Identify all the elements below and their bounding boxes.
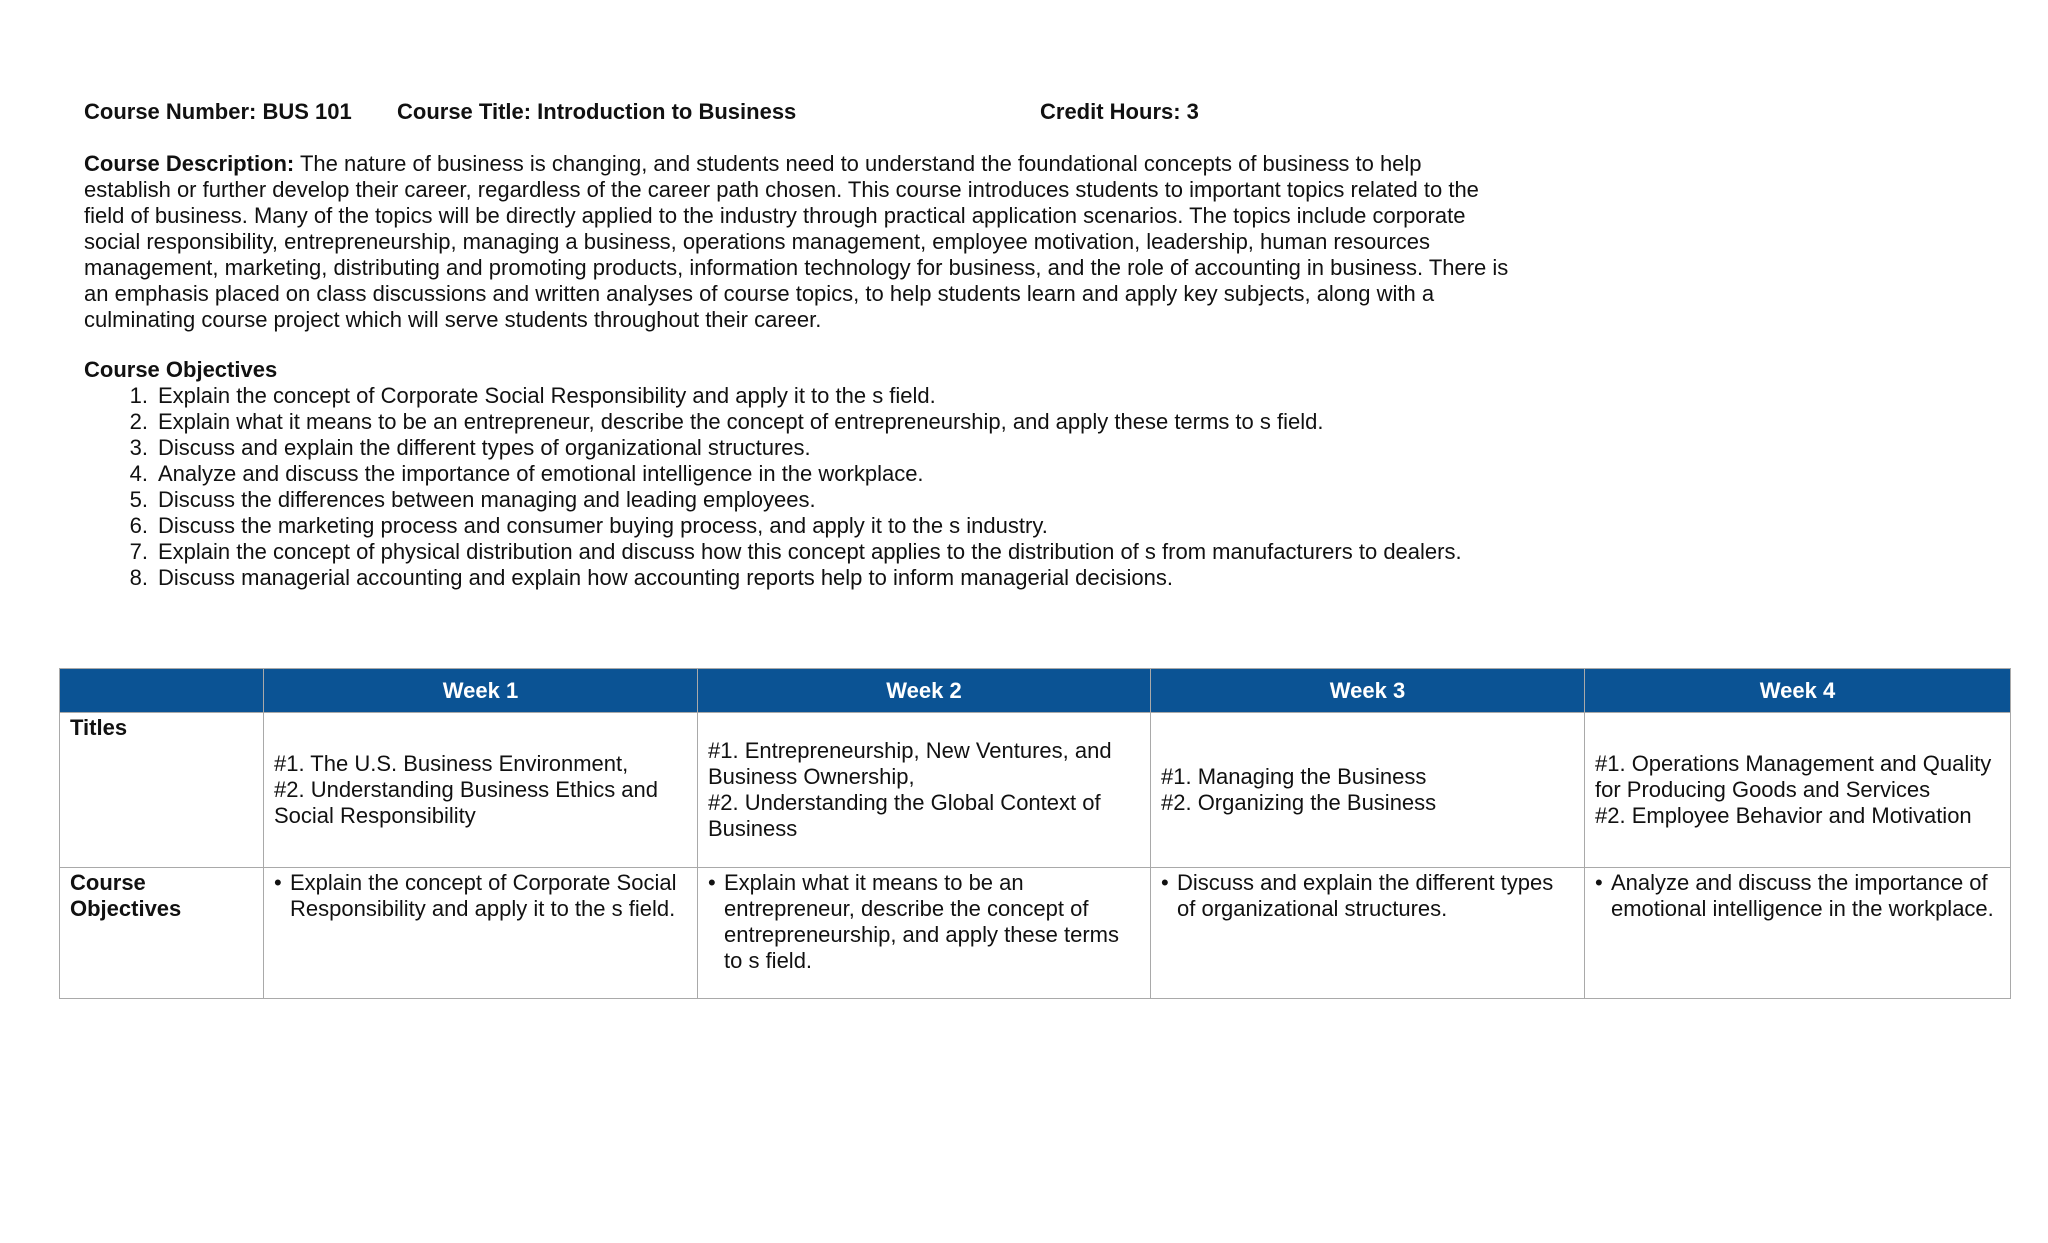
table-header-row xyxy=(60,669,2011,713)
course-number: Course Number: BUS 101 xyxy=(84,99,352,124)
title-line: #2. Understanding Business Ethics and Social Responsibility xyxy=(274,777,659,828)
week-1-objectives xyxy=(264,868,698,999)
course-description-text: The nature of business is changing, and students need to understand the foundational concepts of business to help establish or further develop their career, regardless of the career path chosen. This course introduces students to important topics related to the field of business. Many of the topics will be directly applied to the industry through practical application scenarios. The topics include corporate social responsibility, entrepreneurship, managing a business, operations management, employee motivation, leadership, human resources management, marketing, distributing and promoting products, information technology for business, and the role of accounting in business. There is an emphasis placed on class discussions and written analyses of course topics, to help students learn and apply key subjects, along with a culminating course project which will serve students throughout their career. xyxy=(84,151,1509,332)
objective-bullet: • Analyze and discuss the importance of emotional intelligence in the workplace. xyxy=(1595,870,2000,922)
table-header-blank xyxy=(60,669,264,713)
objective-item xyxy=(84,513,1462,539)
objective-text: Analyze and discuss the importance of emotional intelligence in the workplace. xyxy=(158,461,924,486)
objective-text: Discuss managerial accounting and explain how accounting reports help to inform managerial decisions. xyxy=(158,565,1174,590)
objective-number: 4. xyxy=(129,461,148,486)
week-4-titles xyxy=(1585,713,2011,868)
objective-text: Discuss the marketing process and consumer buying process, and apply it to the s industry. xyxy=(158,513,1048,538)
table-header-week-4: Week 4 xyxy=(1585,669,2011,713)
week-3-objectives xyxy=(1151,868,1585,999)
week-1-titles xyxy=(264,713,698,868)
objective-bullet: • Explain the concept of Corporate Social Responsibility and apply it to the s field. xyxy=(274,870,687,922)
objective-text: Explain the concept of Corporate Social Responsibility and apply it to the s field. xyxy=(158,383,936,408)
course-objectives-list xyxy=(84,383,1462,591)
table-header-week-3: Week 3 xyxy=(1151,669,1585,713)
table-header-week-2: Week 2 xyxy=(698,669,1151,713)
objective-number: 3. xyxy=(129,435,148,460)
row-label-titles: Titles xyxy=(60,713,264,868)
title-line: #2. Organizing the Business xyxy=(1161,790,1437,815)
objective-item xyxy=(84,383,1462,409)
objective-item xyxy=(84,461,1462,487)
objective-item xyxy=(84,487,1462,513)
week-3-titles xyxy=(1151,713,1585,868)
objective-bullet: • Discuss and explain the different types of organizational structures. xyxy=(1161,870,1574,922)
title-line: #1. The U.S. Business Environment, xyxy=(274,751,629,776)
title-line: #1. Entrepreneurship, New Ventures, and Business Ownership, xyxy=(708,738,1112,789)
title-line: #2. Understanding the Global Context of Business xyxy=(708,790,1101,841)
week-4-objectives xyxy=(1585,868,2011,999)
objective-text: Explain what it means to be an entrepreneur, describe the concept of entrepreneurship, and apply these terms to s field. xyxy=(158,409,1324,434)
title-line: #1. Managing the Business xyxy=(1161,764,1427,789)
course-description xyxy=(84,151,1514,333)
week-2-objectives xyxy=(698,868,1151,999)
objective-number: 5. xyxy=(129,487,148,512)
course-description-label: Course Description: xyxy=(84,151,295,176)
objective-number: 8. xyxy=(129,565,148,590)
course-objectives-heading: Course Objectives xyxy=(84,357,278,382)
objective-number: 1. xyxy=(129,383,148,408)
objective-number: 7. xyxy=(129,539,148,564)
course-title: Course Title: Introduction to Business xyxy=(397,99,797,124)
objective-bullet: • Explain what it means to be an entrepreneur, describe the concept of entrepreneurship, and apply these terms to s field. xyxy=(708,870,1140,974)
objective-text: Discuss and explain the different types of organizational structures. xyxy=(158,435,811,460)
objective-item xyxy=(84,435,1462,461)
objective-text: Explain the concept of physical distribution and discuss how this concept applies to the distribution of s from manufacturers to dealers. xyxy=(158,539,1462,564)
week-2-titles xyxy=(698,713,1151,868)
objective-item xyxy=(84,539,1462,565)
objective-item xyxy=(84,409,1462,435)
title-line: #1. Operations Management and Quality for Producing Goods and Services xyxy=(1595,751,1992,802)
objective-item xyxy=(84,565,1462,591)
row-label-course-objectives: Course Objectives xyxy=(60,868,264,999)
table-header-week-1: Week 1 xyxy=(264,669,698,713)
table-row xyxy=(60,868,2011,999)
weekly-schedule-table xyxy=(59,668,2011,999)
objective-number: 6. xyxy=(129,513,148,538)
title-line: #2. Employee Behavior and Motivation xyxy=(1595,803,1972,828)
objective-number: 2. xyxy=(129,409,148,434)
table-row xyxy=(60,713,2011,868)
credit-hours: Credit Hours: 3 xyxy=(1040,99,1199,124)
objective-text: Discuss the differences between managing and leading employees. xyxy=(158,487,816,512)
